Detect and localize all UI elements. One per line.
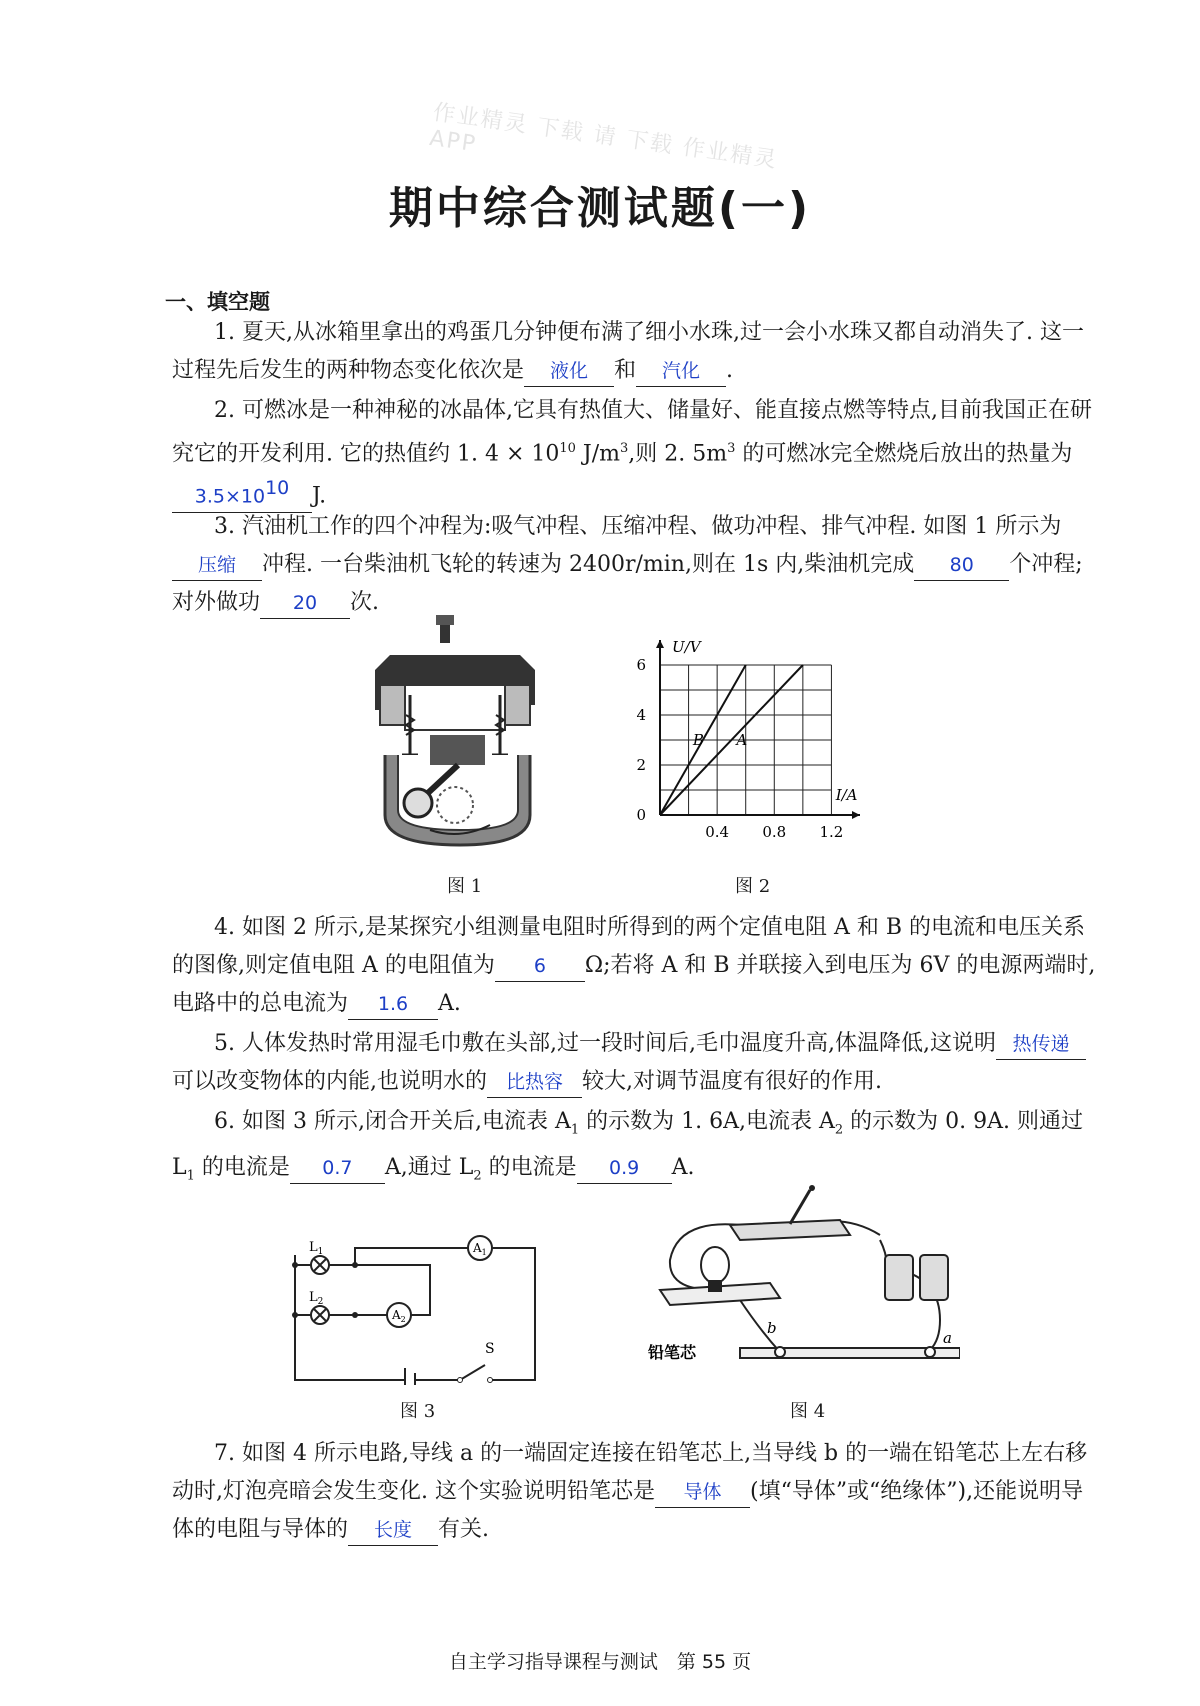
label-A1: $A_1$	[473, 1241, 487, 1257]
q3-answer-3: 20	[292, 592, 318, 614]
label-S: S	[485, 1341, 495, 1357]
q3-text-a: 3. 汽油机工作的四个冲程为:吸气冲程、压缩冲程、做功冲程、排气冲程. 如图 1 所示为	[214, 514, 1062, 539]
x-tick-label: 0.4	[705, 823, 730, 841]
label-L2: $L_2$	[309, 1290, 324, 1307]
q6-text-d: 的电流是	[194, 1155, 290, 1181]
figure-1-engine-diagram	[370, 615, 545, 850]
answer-blank	[348, 1515, 438, 1546]
answer-blank	[495, 951, 585, 982]
q4-end: A.	[438, 991, 461, 1016]
q7-answer-1: 导体	[683, 1481, 722, 1503]
watermark: 作业精灵 下载 请 下载 作业精灵APP	[427, 100, 780, 174]
q3-text-b: 冲程. 一台柴油机飞轮的转速为 2400r/min,则在 1s 内,柴油机完成	[262, 552, 915, 577]
figure-4-pencil-lead-experiment	[640, 1180, 960, 1380]
q4-answer-2: 1.6	[377, 993, 409, 1015]
q6-text-e: A,通过 L	[384, 1155, 474, 1181]
q7-end: 有关.	[438, 1517, 490, 1542]
question-2	[172, 392, 1097, 516]
answer-blank	[172, 473, 312, 512]
answer-blank	[172, 550, 262, 581]
label-A2: $A_2$	[392, 1308, 406, 1324]
figure-2-caption: 图 2	[735, 876, 771, 897]
question-1	[172, 314, 1097, 390]
q4-text-b: Ω;若将 A 和 B 并联接入到电压为 6V 的电源两端时,电路中的总电流为	[172, 953, 1096, 1016]
question-5	[172, 1025, 1097, 1101]
q2-answer-exponent: 10	[265, 477, 290, 500]
lamp-L1	[311, 1256, 329, 1274]
q7-answer-2: 长度	[374, 1519, 413, 1541]
question-7	[172, 1435, 1097, 1549]
question-3	[172, 508, 1097, 622]
y-axis-label: U/V	[672, 638, 701, 656]
x-axis-label: I/A	[835, 786, 858, 804]
q4-answer-1: 6	[533, 955, 546, 977]
q2-end: J.	[312, 483, 327, 509]
q6-end: A.	[671, 1155, 695, 1181]
q1-text: 1. 夏天,从冰箱里拿出的鸡蛋几分钟便布满了细小水珠,过一会小水珠又都自动消失了. 这一过程先后发生的两种物态变化依次是	[172, 320, 1084, 383]
answer-blank	[914, 550, 1009, 581]
answer-blank	[290, 1153, 385, 1184]
y-tick-label: 4	[636, 706, 646, 724]
q5-answer-1: 热传递	[1012, 1033, 1070, 1055]
q6-sub-2: 2	[834, 1122, 844, 1138]
q1-end: .	[726, 358, 734, 383]
q7-text-a: 7. 如图 4 所示电路,导线 a 的一端固定连接在铅笔芯上,当导线 b 的一端在铅笔芯上左右移动时,灯泡亮暗会发生变化. 这个实验说明铅笔芯是	[172, 1441, 1088, 1504]
q3-text-c: 个冲程;对外做功	[172, 552, 1083, 615]
q5-answer-2: 比热容	[505, 1071, 563, 1093]
q2-text-c: ,则 2. 5m	[628, 441, 728, 467]
figure-1-caption: 图 1	[447, 876, 483, 897]
q3-answer-2: 80	[949, 554, 974, 576]
label-pencil: 铅笔芯	[648, 1343, 697, 1362]
q2-exponent: 10	[559, 441, 576, 456]
x-tick-label: 0.8	[762, 823, 787, 841]
q2-cube: 3	[620, 441, 629, 456]
q2-text-b: J/m	[575, 441, 621, 467]
y-tick-label: 6	[636, 656, 646, 674]
label-b: b	[767, 1319, 777, 1337]
q5-text-a: 5. 人体发热时常用湿毛巾敷在头部,过一段时间后,毛巾温度升高,体温降低,这说明	[214, 1031, 996, 1056]
x-tick-label: 1.2	[819, 823, 844, 841]
answer-blank	[996, 1029, 1086, 1060]
y-tick-label: 2	[636, 756, 646, 774]
label-L1: $L_1$	[309, 1240, 324, 1257]
q5-text-b: 可以改变物体的内能,也说明水的	[172, 1069, 487, 1094]
answer-blank	[260, 588, 350, 619]
question-4	[172, 909, 1097, 1023]
q3-answer-1: 压缩	[197, 554, 236, 576]
answer-blank	[636, 356, 726, 387]
q6-sub-3: 1	[186, 1168, 195, 1184]
page-footer: 自主学习指导课程与测试 第 55 页	[448, 1651, 752, 1673]
q6-text-f: 的电流是	[481, 1155, 577, 1181]
q2-answer: 3.5×10	[194, 485, 266, 508]
answer-blank	[524, 356, 614, 387]
q7-text-b: (填“导体”或“绝缘体”),还能说明导体的电阻与导体的	[172, 1479, 1084, 1542]
answer-blank	[348, 989, 438, 1020]
q6-answer-1: 0.7	[322, 1157, 353, 1180]
x-axis-arrow	[852, 811, 860, 819]
q1-answer-1: 液化	[550, 360, 589, 382]
figure-3-circuit	[280, 1225, 550, 1385]
q6-text-a: 6. 如图 3 所示,闭合开关后,电流表 A	[214, 1109, 571, 1134]
q6-answer-2: 0.9	[609, 1157, 640, 1180]
figure-2-chart	[620, 615, 870, 855]
figure-4-caption: 图 4	[790, 1401, 826, 1422]
q6-text-b: 的示数为 1. 6A,电流表 A	[579, 1109, 835, 1134]
figure-3-caption: 图 3	[400, 1401, 436, 1422]
chart-axes	[656, 640, 860, 819]
answer-blank	[655, 1477, 750, 1508]
page-title: 期中综合测试题(一)	[388, 183, 812, 234]
series-label-B: B	[692, 731, 704, 749]
section-heading: 一、填空题	[165, 290, 270, 314]
series-label-A: A	[736, 731, 748, 749]
q6-text-c: 的示数为 0. 9A. 则通过 L	[172, 1109, 1083, 1181]
lamp-L2	[311, 1306, 329, 1324]
y-axis-arrow	[656, 640, 664, 648]
q3-end: 次.	[350, 590, 380, 615]
q5-end: 较大,对调节温度有很好的作用.	[582, 1069, 882, 1094]
q2-cube-2: 3	[727, 441, 736, 456]
origin-label: 0	[636, 806, 646, 824]
q6-sub-4: 2	[473, 1168, 482, 1184]
q2-text-d: 的可燃冰完全燃烧后放出的热量为	[735, 441, 1073, 467]
q2-text-a: 2. 可燃冰是一种神秘的冰晶体,它具有热值大、储量好、能直接点燃等特点,目前我国正在研究它的开发利用. 它的热值约 1. 4 × 10	[172, 398, 1092, 467]
q1-and: 和	[614, 358, 637, 383]
label-a: a	[943, 1329, 952, 1347]
q6-sub-1: 1	[570, 1122, 580, 1138]
answer-blank	[487, 1067, 582, 1098]
q1-answer-2: 汽化	[662, 360, 701, 382]
q4-text-a: 4. 如图 2 所示,是某探究小组测量电阻时所得到的两个定值电阻 A 和 B 的电流和电压关系的图像,则定值电阻 A 的电阻值为	[172, 915, 1085, 978]
